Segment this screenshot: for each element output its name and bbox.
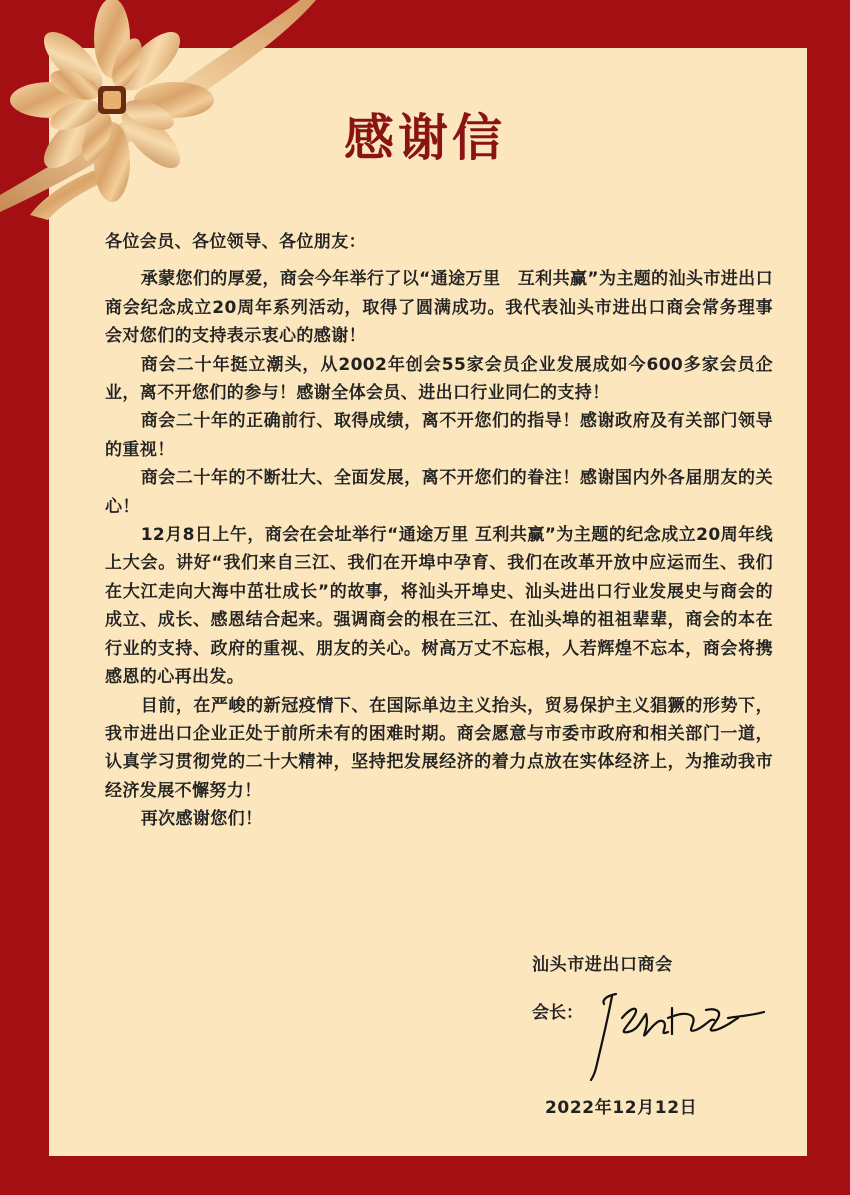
paragraph-4: 商会二十年的不断壮大、全面发展，离不开您们的眷注！感谢国内外各届朋友的关心！ bbox=[105, 468, 773, 517]
paragraph-5: 12月8日上午，商会在会址举行“通途万里 互利共赢”为主题的纪念成立20周年线上大会。讲好“我们来自三江、我们在开埠中孕育、我们在改革开放中应运而生、我们在大江走向大海中茁壮成长”的故事，将汕头开埠史、汕头进出口行业发展史与商会的成立、成长、感恩结合起来。强调商会的根在三江、在汕头埠的祖祖辈辈，商会的本在行业的支持、政府的重视、朋友的关心。树高万丈不忘根，人若辉煌不忘本，商会将携感恩的心再出发。 bbox=[105, 525, 773, 688]
handwritten-signature bbox=[588, 988, 768, 1083]
paragraph-3: 商会二十年的正确前行、取得成绩，离不开您们的指导！感谢政府及有关部门领导的重视！ bbox=[105, 411, 773, 460]
salutation: 各位会员、各位领导、各位朋友： bbox=[105, 232, 366, 252]
letter-date: 2022年12月12日 bbox=[545, 1098, 698, 1118]
letter-title: 感谢信 bbox=[344, 108, 506, 167]
letter-body bbox=[105, 228, 773, 834]
paragraph-2: 商会二十年挺立潮头，从2002年创会55家会员企业发展成如今600多家会员企业，离不开您们的参与！感谢全体会员、进出口行业同仁的支持！ bbox=[105, 354, 773, 404]
signature-organization: 汕头市进出口商会 bbox=[532, 955, 673, 975]
closing-line: 再次感谢您们！ bbox=[140, 809, 263, 830]
paragraph-1: 承蒙您们的厚爱，商会今年举行了以“通途万里 互利共赢”为主题的汕头市进出口商会纪念成立20周年系列活动，取得了圆满成功。我代表汕头市进出口商会常务理事会对您们的支持表示衷心的感谢！ bbox=[105, 269, 773, 347]
paragraph-6: 目前，在严峻的新冠疫情下、在国际单边主义抬头，贸易保护主义猖獗的形势下，我市进出口企业正处于前所未有的困难时期。商会愿意与市委市政府和相关部门一道，认真学习贯彻党的二十大精神，坚持把发展经济的着力点放在实体经济上，为推动我市经济发展不懈努力！ bbox=[105, 695, 773, 801]
president-label: 会长： bbox=[532, 1003, 583, 1023]
